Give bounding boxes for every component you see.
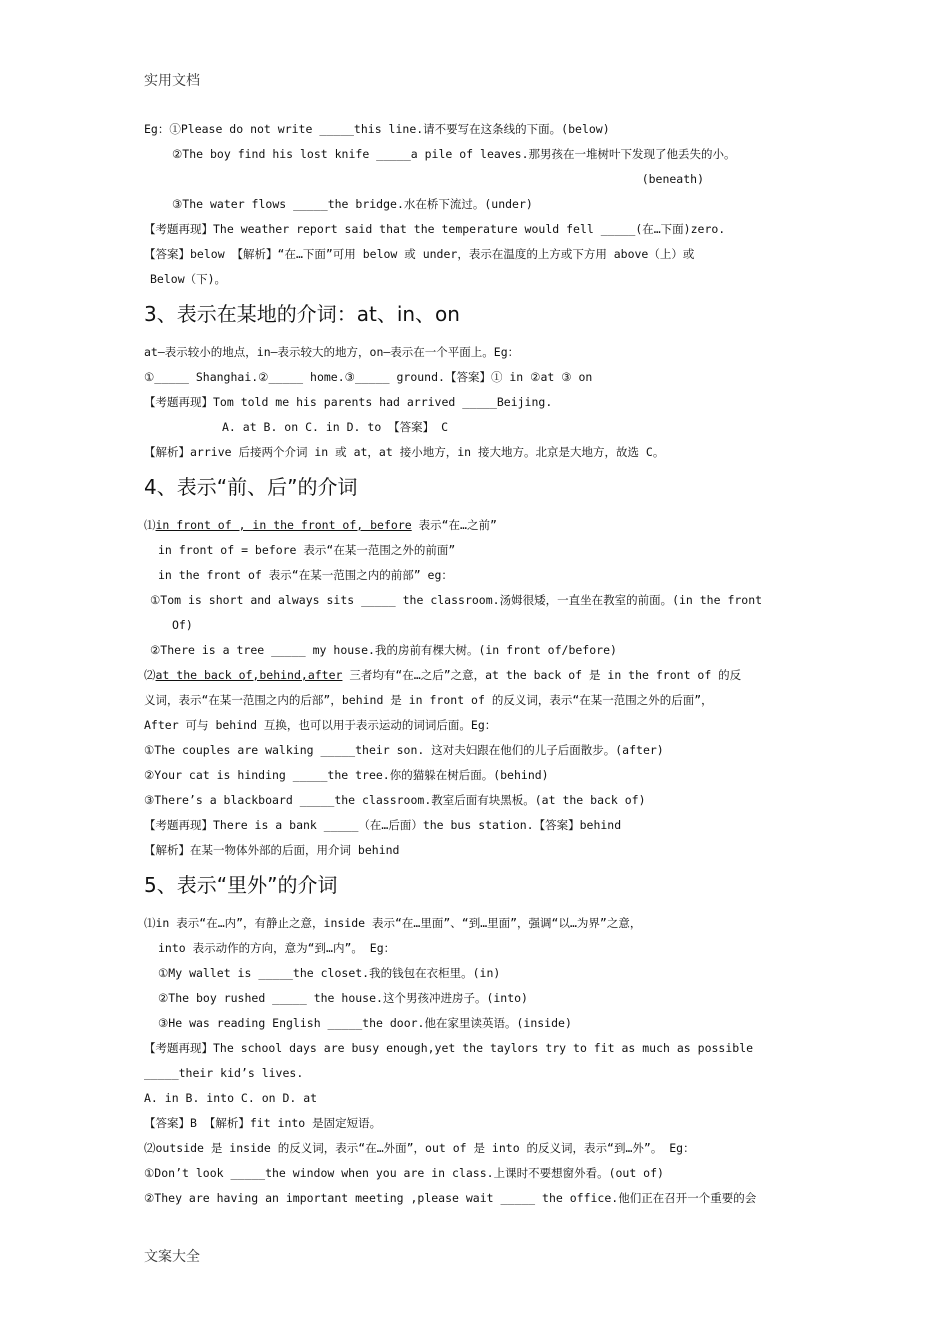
text-line: ⑴in front of , in the front of, before 表示“在…之前” bbox=[144, 518, 497, 532]
text-line: 【答案】B 【解析】fit into 是固定短语。 bbox=[144, 1116, 382, 1130]
text-line: ②They are having an important meeting ,please wait _____ the office.他们正在召开一个重要的会 bbox=[144, 1191, 757, 1205]
text-line: ①Tom is short and always sits _____ the classroom.汤姆很矮，一直坐在教室的前面。(in the front bbox=[150, 593, 763, 607]
text-line: ②The boy find his lost knife _____a pile of leaves.那男孩在一堆树叶下发现了他丢失的小。 bbox=[172, 147, 736, 161]
text-line: 【答案】below 【解析】“在…下面”可用 below 或 under，表示在温度的上方或下方用 above（上）或 bbox=[144, 247, 695, 261]
section-heading: 3、表示在某地的介词：at、in、on bbox=[144, 302, 460, 326]
text-line: ⑵at the back of,behind,after 三者均有“在…之后”之意，at the back of 是 in the front of 的反 bbox=[144, 668, 742, 682]
text-line: ②There is a tree _____ my house.我的房前有棵大树。(in front of/before) bbox=[150, 643, 617, 657]
underlined-phrase: in front of , in the front of, before bbox=[155, 518, 412, 532]
text-line: Of) bbox=[172, 618, 193, 632]
text-line: (beneath) bbox=[641, 172, 704, 186]
text-line: After 可与 behind 互换，也可以用于表示运动的词词后面。Eg： bbox=[144, 718, 497, 732]
text-line: in front of = before 表示“在某一范围之外的前面” bbox=[158, 543, 456, 557]
text-line: 【考题再现】The school days are busy enough,yet the taylors try to fit as much as possible bbox=[144, 1041, 754, 1055]
text-line: 义词，表示“在某一范围之内的后部”，behind 是 in front of 的反义词，表示“在某一范围之外的后面”， bbox=[144, 693, 713, 707]
text-line: in the front of 表示“在某一范围之内的前部” eg： bbox=[158, 568, 453, 582]
text-line: Below（下)。 bbox=[150, 272, 227, 286]
section-heading: 4、表示“前、后”的介词 bbox=[144, 475, 358, 499]
text-line: into 表示动作的方向，意为“到…内”。 Eg： bbox=[158, 941, 396, 955]
text-line: Eg：①Please do not write _____this line.请不要写在这条线的下面。(below) bbox=[144, 122, 610, 136]
page-header: 实用文档 bbox=[144, 73, 200, 89]
text-line: ③He was reading English _____the door.他在家里读英语。(inside) bbox=[158, 1016, 572, 1030]
text-line: ②The boy rushed _____ the house.这个男孩冲进房子。(into) bbox=[158, 991, 528, 1005]
text-line: at—表示较小的地点，in—表示较大的地方，on—表示在一个平面上。Eg： bbox=[144, 345, 520, 359]
text-line: ②Your cat is hinding _____the tree.你的猫躲在树后面。(behind) bbox=[144, 768, 549, 782]
page-footer: 文案大全 bbox=[144, 1249, 200, 1265]
text-line: ⑴in 表示“在…内”，有静止之意，inside 表示“在…里面”、“到…里面”，强调“以…为界”之意， bbox=[144, 916, 642, 930]
underlined-phrase: at the back of,behind,after bbox=[155, 668, 343, 682]
text-line: 【解析】arrive 后接两个介词 in 或 at，at 接小地方，in 接大地方。北京是大地方，故选 C。 bbox=[144, 445, 665, 459]
text-line: 【解析】在某一物体外部的后面，用介词 behind bbox=[144, 843, 400, 857]
text-line: A. at B. on C. in D. to 【答案】 C bbox=[222, 420, 449, 434]
text-line: ③The water flows _____the bridge.水在桥下流过。(under) bbox=[172, 197, 533, 211]
text-line: A. in B. into C. on D. at bbox=[144, 1091, 318, 1105]
text-line: ①My wallet is _____the closet.我的钱包在衣柜里。(in) bbox=[158, 966, 501, 980]
document-body bbox=[144, 117, 824, 1211]
text-line: ③There’s a blackboard _____the classroom.教室后面有块黑板。(at the back of) bbox=[144, 793, 646, 807]
section-heading: 5、表示“里外”的介词 bbox=[144, 873, 338, 897]
text-line: _____their kid’s lives. bbox=[144, 1066, 304, 1080]
text-line: ⑵outside 是 inside 的反义词，表示“在…外面”，out of 是 into 的反义词，表示“到…外”。 Eg： bbox=[144, 1141, 695, 1155]
text-line: 【考题再现】Tom told me his parents had arrived _____Beijing. bbox=[144, 395, 553, 409]
text-line: ①Don’t look _____the window when you are in class.上课时不要想窗外看。(out of) bbox=[144, 1166, 664, 1180]
text-line: ①The couples are walking _____their son. 这对夫妇跟在他们的儿子后面散步。(after) bbox=[144, 743, 664, 757]
text-line: ①_____ Shanghai.②_____ home.③_____ ground.【答案】① in ②at ③ on bbox=[144, 370, 593, 384]
text-line: 【考题再现】There is a bank _____（在…后面）the bus station.【答案】behind bbox=[144, 818, 622, 832]
text-line: 【考题再现】The weather report said that the temperature would fell _____(在…下面)zero. bbox=[144, 222, 726, 236]
